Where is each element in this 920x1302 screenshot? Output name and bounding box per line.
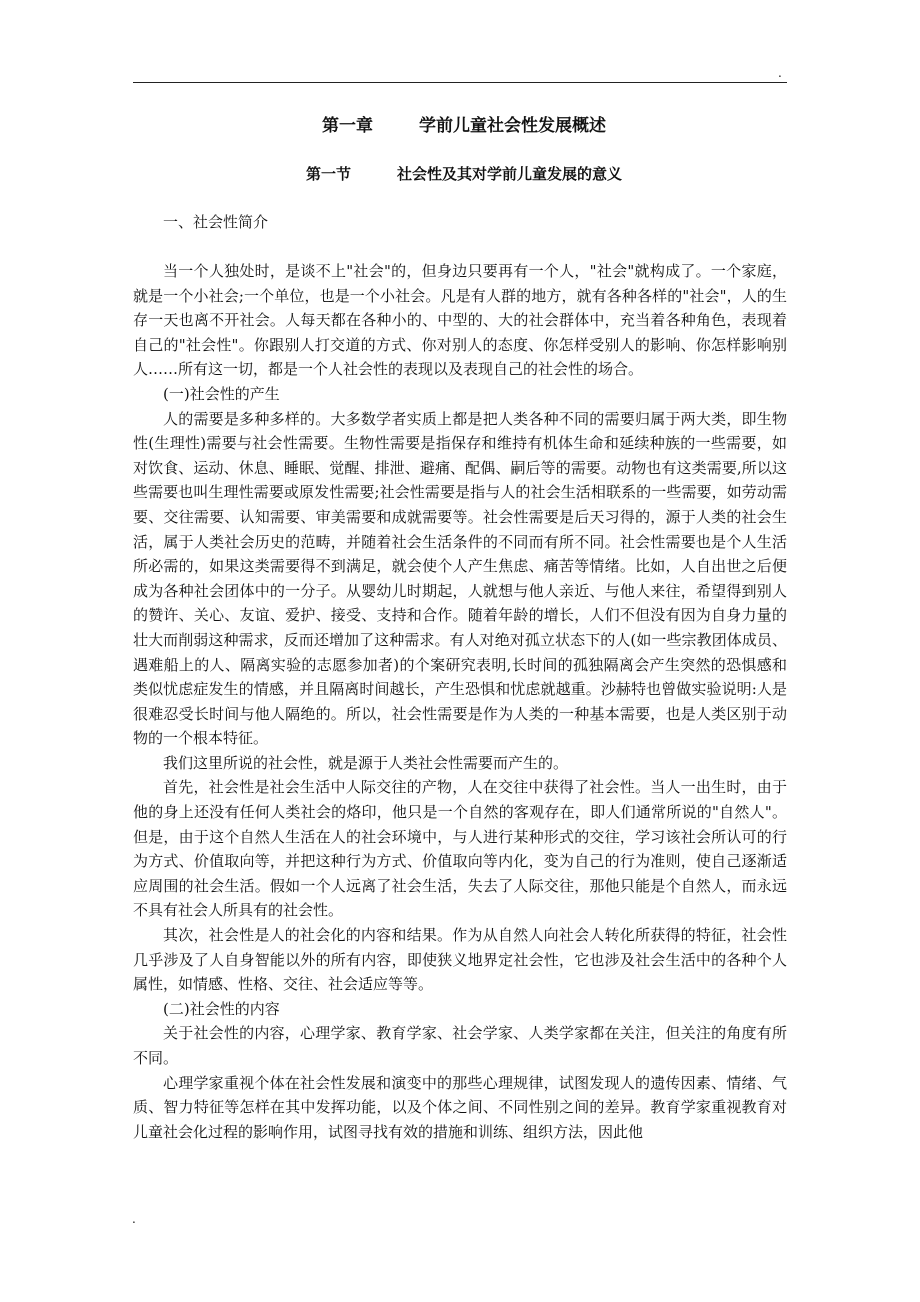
paragraph: 我们这里所说的社会性，就是源于人类社会性需要而产生的。 [163, 753, 569, 772]
section-title [133, 162, 787, 186]
chapter-title [133, 112, 787, 140]
subsection-label: (二)社会性的内容 [163, 999, 280, 1018]
subheading: 一、社会性简介 [163, 213, 269, 231]
paragraph: 人的需要是多种多样的。大多数学者实质上都是把人类各种不同的需要归属于两大类，即生物性(生理性)需要与社会性需要。生物性需要是指保存和维持有机体生命和延续种族的一些需要，如对饮食、运动、休息、睡眠、觉醒、排泄、避痛、配偶、嗣后等的需要。动物也有这类需要,所以这些需要也叫生理性需要或原发性需要;社会性需要是指与人的社会生活相联系的一些需要，如劳动需要、交往需要、认知需要、审美需要和成就需要等。社会性需要是后天习得的，源于人类的社会生活，属于人类社会历史的范畴，并随着社会生活条件的不同而有所不同。社会性需要也是个人生活所必需的，如果这类需要得不到满足，就会使个人产生焦虑、痛苦等情绪。比如，人自出世之后便成为各种社会团体中的一分子。从婴幼儿时期起，人就想与他人亲近、与他人来往，希望得到别人的赞许、关心、友谊、爱护、接受、支持和合作。随着年龄的增长，人们不但没有因为自身力量的壮大而削弱这种需求，反而还增加了这种需求。有人对绝对孤立状态下的人(如一些宗教团体成员、遇难船上的人、隔离实验的志愿参加者)的个案研究表明,长时间的孤独隔离会产生突然的恐惧感和类似忧虑症发生的情感，并且隔离时间越长，产生恐惧和忧虑就越重。沙赫特也曾做实验说明:人是很难忍受长时间与他人隔绝的。所以，社会性需要是作为人类的一种基本需要，也是人类区别于动物的一个根本特征。 [133, 409, 787, 748]
paragraph: 当一个人独处时，是谈不上"社会"的，但身边只要再有一个人，"社会"就构成了。一个家庭，就是一个小社会;一个单位，也是一个小社会。凡是有人群的地方，就有各种各样的"社会"，人的生存一天也离不开社会。人每天都在各种小的、中型的、大的社会群体中，充当着各种角色，表现着自己的"社会性"。你跟别人打交道的方式、你对别人的态度、你怎样受别人的影响、你怎样影响别人……所有这一切，都是一个人社会性的表现以及表现自己的社会性的场合。 [133, 262, 787, 379]
chapter-name: 学前儿童社会性发展概述 [419, 116, 606, 136]
header-corner-mark: . [778, 66, 782, 80]
document-body [133, 112, 787, 1144]
paragraph: 其次，社会性是人的社会化的内容和结果。作为从自然人向社会人转化所获得的特征，社会性几乎涉及了人自身智能以外的所有内容，即使狭义地界定社会性，它也涉及社会生活中的各种个人属性，如情感、性格、交往、社会适应等等。 [133, 926, 787, 994]
header-rule [133, 82, 787, 83]
section-number: 第一节 [305, 165, 351, 183]
paragraph: 关于社会性的内容，心理学家、教育学家、社会学家、人类学家都在关注，但关注的角度有所不同。 [133, 1024, 787, 1067]
section-name: 社会性及其对学前儿童发展的意义 [397, 165, 623, 183]
chapter-number: 第一章 [322, 116, 373, 136]
paragraph: 首先，社会性是社会生活中人际交往的产物，人在交往中获得了社会性。当人一出生时，由于他的身上还没有任何人类社会的烙印，他只是一个自然的客观存在，即人们通常所说的"自然人"。但是，由于这个自然人生活在人的社会环境中，与人进行某种形式的交往，学习该社会所认可的行为方式、价值取向等，并把这种行为方式、价值取向等内化，变为自己的行为准则，使自己逐渐适应周围的社会生活。假如一个人远离了社会生活，失去了人际交往，那他只能是个自然人，而永远不具有社会人所具有的社会性。 [133, 778, 787, 920]
footer-corner-mark: . [132, 1212, 136, 1226]
subsection-label: (一)社会性的产生 [163, 384, 280, 403]
paragraph: 心理学家重视个体在社会性发展和演变中的那些心理规律，试图发现人的遗传因素、情绪、气质、智力特征等怎样在其中发挥功能，以及个体之间、不同性别之间的差异。教育学家重视教育对儿童社会化过程的影响作用，试图寻找有效的措施和训练、组织方法，因此他 [133, 1073, 787, 1141]
